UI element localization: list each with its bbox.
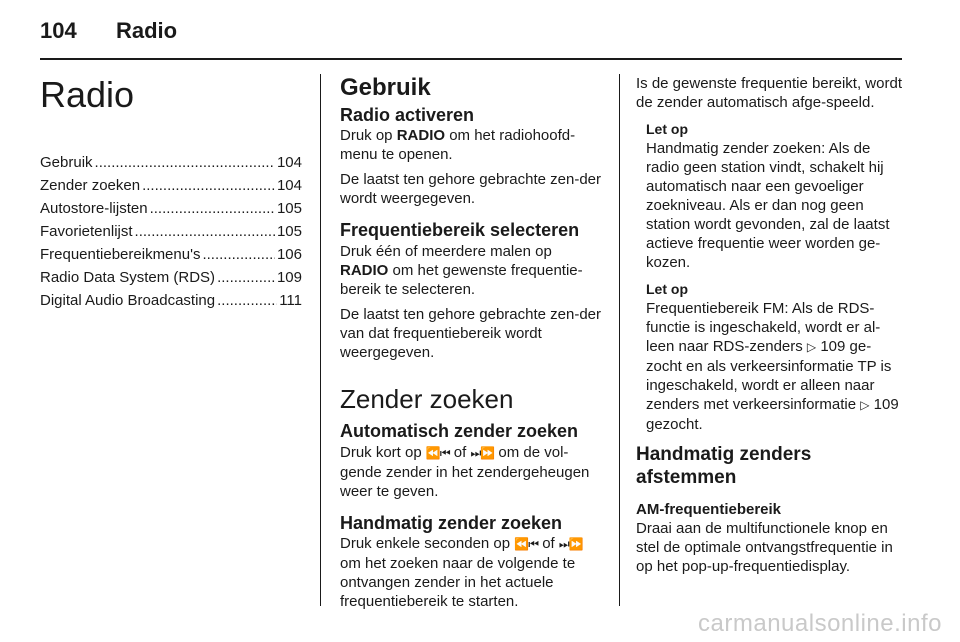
toc-entry-title: Frequentiebereikmenu's [40, 246, 201, 264]
chapter-title: Radio [40, 74, 135, 115]
paragraph-am-frequentiebereik: Draai aan de multifunctionele knop en stel de optimale ontvangstfrequentie in op het pop-up-frequentiedisplay. [636, 519, 893, 575]
toc-leader-dots [142, 174, 275, 197]
page-reference-icon: ▷ [860, 398, 870, 412]
column-divider-2 [619, 74, 620, 606]
note-title: Let op [646, 281, 688, 297]
toc-entry-title: Gebruik [40, 154, 93, 172]
toc-leader-dots [95, 151, 275, 174]
seek-back-icon: ⏪⏮ [514, 537, 539, 552]
toc-entry-title: Digital Audio Broadcasting [40, 292, 216, 310]
key-radio: RADIO [340, 261, 389, 279]
note-title: Let op [646, 121, 688, 137]
paragraph-handmatig-zoeken: Druk enkele seconden op ⏪⏮ of ⏭⏩ om het zoeken naar de volgende te ontvangen zender in het actuele frequentiebereik te starten. [340, 535, 583, 611]
subheading-frequentiebereik: Frequentiebereik selecteren [340, 220, 580, 241]
table-of-contents [40, 151, 302, 312]
toc-leader-dots [150, 197, 275, 220]
page-number: 104 [40, 18, 77, 43]
content-column-3 [636, 74, 904, 582]
section-heading-gebruik: Gebruik [340, 74, 431, 101]
toc-entry-title: Radio Data System (RDS) [40, 269, 216, 287]
note-text: Handmatig zender zoeken: Als de radio geen station vindt, schakelt hij automatisch naar een gevoeliger zoekniveau. Als er dan nog geen station wordt gevonden, zal de laatst actieve frequentie weer worden ge-kozen. [646, 140, 890, 271]
toc-entry-page: 104 [276, 177, 302, 195]
toc-entry-page: 111 [279, 292, 302, 310]
note-handmatig [646, 120, 904, 272]
toc-entry[interactable] [40, 243, 302, 266]
watermark: carmanualsonline.info [698, 610, 942, 637]
toc-leader-dots [202, 243, 275, 266]
toc-entry[interactable] [40, 151, 302, 174]
paragraph-frequency-reached: Is de gewenste frequentie bereikt, wordt de zender automatisch afge-speeld. [636, 75, 902, 111]
paragraph-radio-activeren: Druk op RADIO om het radiohoofd-menu te openen. [340, 127, 576, 164]
toc-entry-page: 109 [276, 269, 302, 287]
toc-entry[interactable] [40, 197, 302, 220]
paragraph-frequentiebereik-last: De laatst ten gehore gebrachte zen-der van dat frequentiebereik wordt weergegeven. [340, 305, 601, 361]
column-divider-1 [320, 74, 321, 606]
page-reference-icon: ▷ [806, 340, 817, 354]
section-heading-zender-zoeken: Zender zoeken [340, 383, 514, 414]
seek-back-icon: ⏪⏮ [425, 445, 450, 460]
toc-entry-title: Favorietenlijst [40, 223, 133, 241]
content-column-2 [340, 74, 604, 617]
toc-leader-dots [217, 266, 275, 289]
toc-entry-title: Autostore-lijsten [40, 200, 148, 218]
subheading-radio-activeren: Radio activeren [340, 104, 475, 125]
key-radio: RADIO [396, 127, 446, 145]
seek-forward-icon: ⏭⏩ [558, 537, 583, 552]
section-heading-handmatig-afstemmen: Handmatig zenders afstemmen [636, 444, 812, 488]
subheading-automatisch-zoeken: Automatisch zender zoeken [340, 421, 579, 442]
toc-leader-dots [217, 289, 277, 312]
toc-entry[interactable] [40, 266, 302, 289]
toc-entry-page: 105 [276, 200, 302, 218]
toc-column [40, 74, 302, 312]
note-fm [646, 280, 904, 434]
toc-entry-page: 105 [276, 223, 302, 241]
toc-entry-title: Zender zoeken [40, 177, 141, 195]
paragraph-frequentiebereik: Druk één of meerdere malen op RADIO om het gewenste frequentie-bereik te selecteren. [340, 242, 583, 298]
toc-entry[interactable] [40, 220, 302, 243]
toc-entry[interactable] [40, 289, 302, 312]
paragraph-last-station: De laatst ten gehore gebrachte zen-der wordt weergegeven. [340, 171, 601, 208]
toc-entry-page: 106 [276, 246, 302, 264]
header-rule [40, 58, 902, 60]
toc-leader-dots [135, 220, 275, 243]
toc-entry-page: 104 [276, 154, 302, 172]
toc-entry[interactable] [40, 174, 302, 197]
note-text: Frequentiebereik FM: Als de RDS-functie is ingeschakeld, wordt er al-leen naar RDS-zenders ▷ 109 ge-zocht en als verkeersinformatie TP is ingeschakeld, wordt er alleen naar zenders met verkeersinformatie ▷ 109 gezocht. [646, 300, 899, 433]
seek-forward-icon: ⏭⏩ [470, 445, 495, 460]
running-header-title: Radio [116, 18, 178, 43]
subheading-am-frequentiebereik: AM-frequentiebereik [636, 500, 782, 518]
subheading-handmatig-zoeken: Handmatig zender zoeken [340, 512, 563, 533]
paragraph-automatisch-zoeken: Druk kort op ⏪⏮ of ⏭⏩ om de vol-gende zender in het zendergeheugen weer te geven. [340, 443, 590, 500]
